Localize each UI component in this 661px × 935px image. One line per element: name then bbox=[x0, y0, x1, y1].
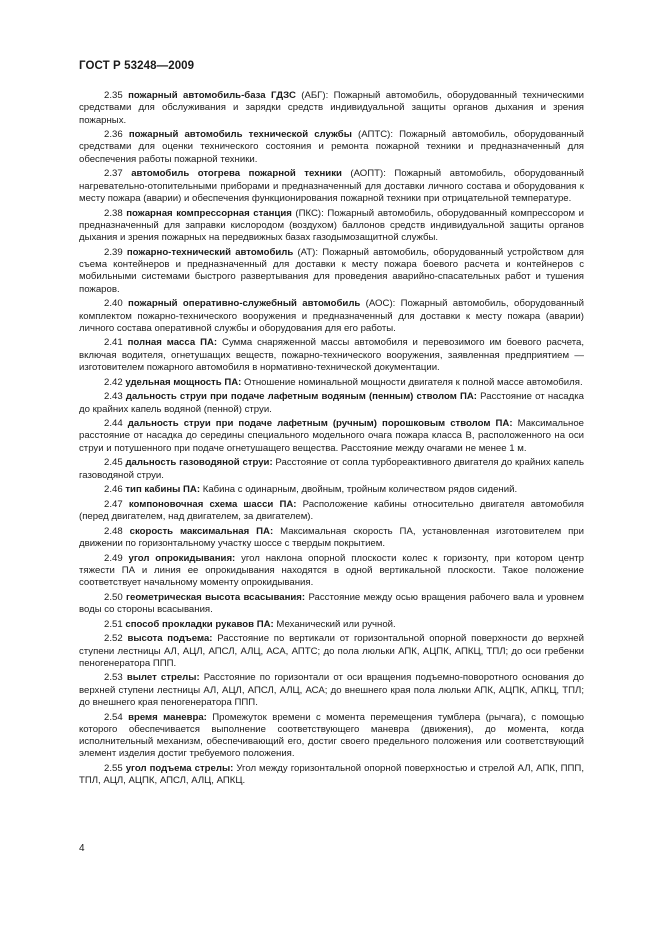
term-number: 2.49 bbox=[104, 552, 123, 564]
term-definition: Угол между горизонтальной опорной поверхностью и стрелой АЛ, АПК, ППП, ТПЛ, АЦЛ, АЦПК, АПСЛ, АЛЦ, АПКЦ. bbox=[79, 763, 584, 787]
term-number: 2.42 bbox=[104, 376, 123, 388]
term-number: 2.50 bbox=[104, 591, 123, 603]
term-number: 2.55 bbox=[104, 763, 123, 775]
term-title: скорость максимальная ПА: bbox=[129, 525, 274, 537]
term-entry bbox=[79, 526, 584, 551]
term-title: дальность струи при подаче лафетным (ручным) порошковым стволом ПА: bbox=[127, 418, 513, 430]
terms-list bbox=[79, 90, 584, 790]
term-title: высота подъема: bbox=[127, 633, 213, 645]
term-title: угол опрокидывания: bbox=[128, 552, 236, 564]
term-number: 2.36 bbox=[104, 129, 123, 141]
term-title: способ прокладки рукавов ПА: bbox=[125, 618, 274, 630]
term-number: 2.35 bbox=[104, 90, 123, 101]
term-entry bbox=[79, 484, 584, 496]
term-definition: Максимальное расстояние от насадка до середины специального модельного очага пожара класса В, расположенного на оси струи и потушенного при подаче огнетушащего вещества. Расстояние между очагами не менее 1 м. bbox=[79, 418, 584, 454]
term-title: пожарный автомобиль-база ГДЗС bbox=[128, 90, 296, 101]
term-definition: Расстояние по вертикали от горизонтальной опорной поверхности до верхней ступени лестницы АЛ, АЦЛ, АПСЛ, АЛЦ, АСА, АПТС; до пола люльки АПК, АЦПК, АПКЦ, ТПЛ; до оси гребенки пеногенератора ППП. bbox=[79, 633, 584, 669]
term-definition: Сумма снаряженной массы автомобиля и перевозимого им боевого расчета, включая водителя, огнетушащих веществ, пожарно-технического вооружения, заявленная предприятием — изготовителем пожарного автомобиля в нормативно-технической документации. bbox=[79, 337, 584, 374]
term-title: удельная мощность ПА: bbox=[125, 376, 242, 388]
term-title: полная масса ПА: bbox=[127, 337, 218, 349]
term-entry bbox=[79, 499, 584, 524]
term-definition: (АОС): Пожарный автомобиль, оборудованный комплектом пожарно-технического вооружения и предназначенный для доставки к месту пожара (аварии) личного состава оперативной службы и оборудования для его работы. bbox=[79, 298, 585, 334]
term-number: 2.44 bbox=[104, 418, 123, 430]
term-number: 2.47 bbox=[104, 498, 123, 510]
term-definition: Механический или ручной. bbox=[273, 618, 396, 630]
term-definition: Отношение номинальной мощности двигателя к полной массе автомобиля. bbox=[241, 376, 583, 388]
term-entry bbox=[79, 168, 584, 205]
term-title: дальность газоводяной струи: bbox=[125, 457, 273, 469]
term-title: время маневра: bbox=[128, 711, 207, 723]
term-definition: (АБГ): Пожарный автомобиль, оборудованный техническими средствами для обслуживания и зарядки средств индивидуальной защиты органов дыхания и зрения пожарных. bbox=[79, 90, 584, 126]
term-definition: (АОПТ): Пожарный автомобиль, оборудованный нагревательно-отопительными приборами и предназначенный для доставки личного состава и оборудования к месту пожара (аварии) и обеспечения функционирования пожарной техники при отрицательной температуре. bbox=[79, 168, 584, 204]
term-number: 2.54 bbox=[104, 711, 123, 723]
term-title: дальность струи при подаче лафетным водяным (пенным) стволом ПА: bbox=[125, 391, 477, 403]
term-title: пожарный оперативно-служебный автомобиль bbox=[128, 298, 361, 310]
document-header: ГОСТ Р 53248—2009 bbox=[79, 60, 195, 72]
term-definition: Промежуток времени с момента перемещения тумблера (рычага), с помощью которого обеспечивается выполнение соответствующего маневра (движения), до момента, когда исполнительный механизм, обеспечивающий его, достиг своего предельного положения или соответствующий элемент изделия достиг требуемого положения. bbox=[79, 711, 584, 760]
term-definition: Расстояние между осью вращения рабочего вала и уровнем воды со стороны всасывания. bbox=[79, 591, 584, 616]
term-entry bbox=[79, 247, 584, 296]
term-number: 2.46 bbox=[104, 484, 123, 496]
term-entry bbox=[79, 672, 584, 709]
term-entry bbox=[79, 592, 584, 617]
term-definition: Максимальная скорость ПА, установленная изготовителем при движении по горизонтальному участку шоссе с твердым покрытием. bbox=[79, 525, 584, 549]
term-number: 2.37 bbox=[104, 168, 123, 180]
term-number: 2.40 bbox=[104, 298, 123, 310]
term-entry bbox=[79, 208, 584, 245]
term-entry bbox=[79, 298, 584, 335]
term-title: угол подъема стрелы: bbox=[125, 763, 234, 775]
term-title: пожарно-технический автомобиль bbox=[126, 246, 294, 258]
term-number: 2.45 bbox=[104, 457, 123, 469]
page-number: 4 bbox=[79, 843, 85, 854]
term-title: пожарная компрессорная станция bbox=[126, 207, 292, 219]
term-entry bbox=[79, 712, 584, 761]
term-definition: Расстояние по горизонтали от оси вращения подъемно-поворотного основания до верхней ступени лестницы АЛ, АЦЛ, АПСЛ, АЛЦ, АСА; до внешнего края пола люльки АПК, АЦПК, АПКЦ, ТПЛ; до внешнего края пеногенератора ППП. bbox=[79, 672, 585, 708]
term-definition: угол наклона опорной плоскости колес к горизонту, при котором центр тяжести ПА и линия ее опрокидывания находятся в одной вертикальной плоскости. Такое положение соответствует начальному моменту опрокидывания. bbox=[79, 552, 584, 589]
term-number: 2.52 bbox=[104, 633, 123, 645]
term-entry bbox=[79, 633, 584, 670]
term-entry bbox=[79, 90, 584, 127]
term-entry bbox=[79, 391, 584, 416]
term-definition: (ПКС): Пожарный автомобиль, оборудованный компрессором и предназначенный для заправки кислородом (воздухом) баллонов средств индивидуальной защиты органов дыхания и зрения пожарных на передвижных базах газодымозащитной службы. bbox=[79, 207, 584, 244]
term-definition: Расстояние от насадка до крайних капель водяной (пенной) струи. bbox=[79, 391, 584, 415]
term-definition: Расположение кабины относительно двигателя автомобиля (перед двигателем, над двигателем, за двигателем). bbox=[79, 498, 584, 523]
term-entry bbox=[79, 377, 584, 389]
term-entry bbox=[79, 619, 584, 631]
term-number: 2.39 bbox=[104, 246, 123, 258]
term-definition: Расстояние от сопла турбореактивного двигателя до крайних капель газоводяной струи. bbox=[79, 457, 584, 481]
term-number: 2.53 bbox=[104, 672, 123, 684]
term-entry bbox=[79, 763, 584, 788]
term-definition: (АТ): Пожарный автомобиль, оборудованный устройством для съема контейнеров и предназначенный для доставки к месту пожара боевого расчета и контейнеров с мобильными системами быстрого развертывания для проведения аварийно-спасательных работ и тушения пожаров. bbox=[79, 246, 584, 295]
term-entry bbox=[79, 457, 584, 482]
term-title: автомобиль отогрева пожарной техники bbox=[131, 168, 342, 180]
term-title: вылет стрелы: bbox=[126, 672, 200, 684]
term-entry bbox=[79, 418, 584, 455]
term-title: пожарный автомобиль технической службы bbox=[128, 129, 352, 141]
term-entry bbox=[79, 337, 584, 374]
term-title: компоновочная схема шасси ПА: bbox=[128, 498, 297, 510]
term-number: 2.48 bbox=[104, 525, 123, 537]
term-entry bbox=[79, 129, 584, 166]
term-number: 2.38 bbox=[104, 207, 123, 219]
term-entry bbox=[79, 553, 584, 590]
term-definition: Кабина с одинарным, двойным, тройным количеством рядов сидений. bbox=[200, 484, 518, 496]
term-number: 2.51 bbox=[104, 618, 123, 630]
term-number: 2.43 bbox=[104, 391, 123, 403]
term-definition: (АПТС): Пожарный автомобиль, оборудованный средствами для оценки технического состояния и ремонта пожарной техники и предназначенный для обеспечения работы пожарной техники. bbox=[79, 129, 585, 165]
term-number: 2.41 bbox=[104, 337, 123, 349]
term-title: геометрическая высота всасывания: bbox=[126, 591, 306, 603]
term-title: тип кабины ПА: bbox=[125, 484, 201, 496]
